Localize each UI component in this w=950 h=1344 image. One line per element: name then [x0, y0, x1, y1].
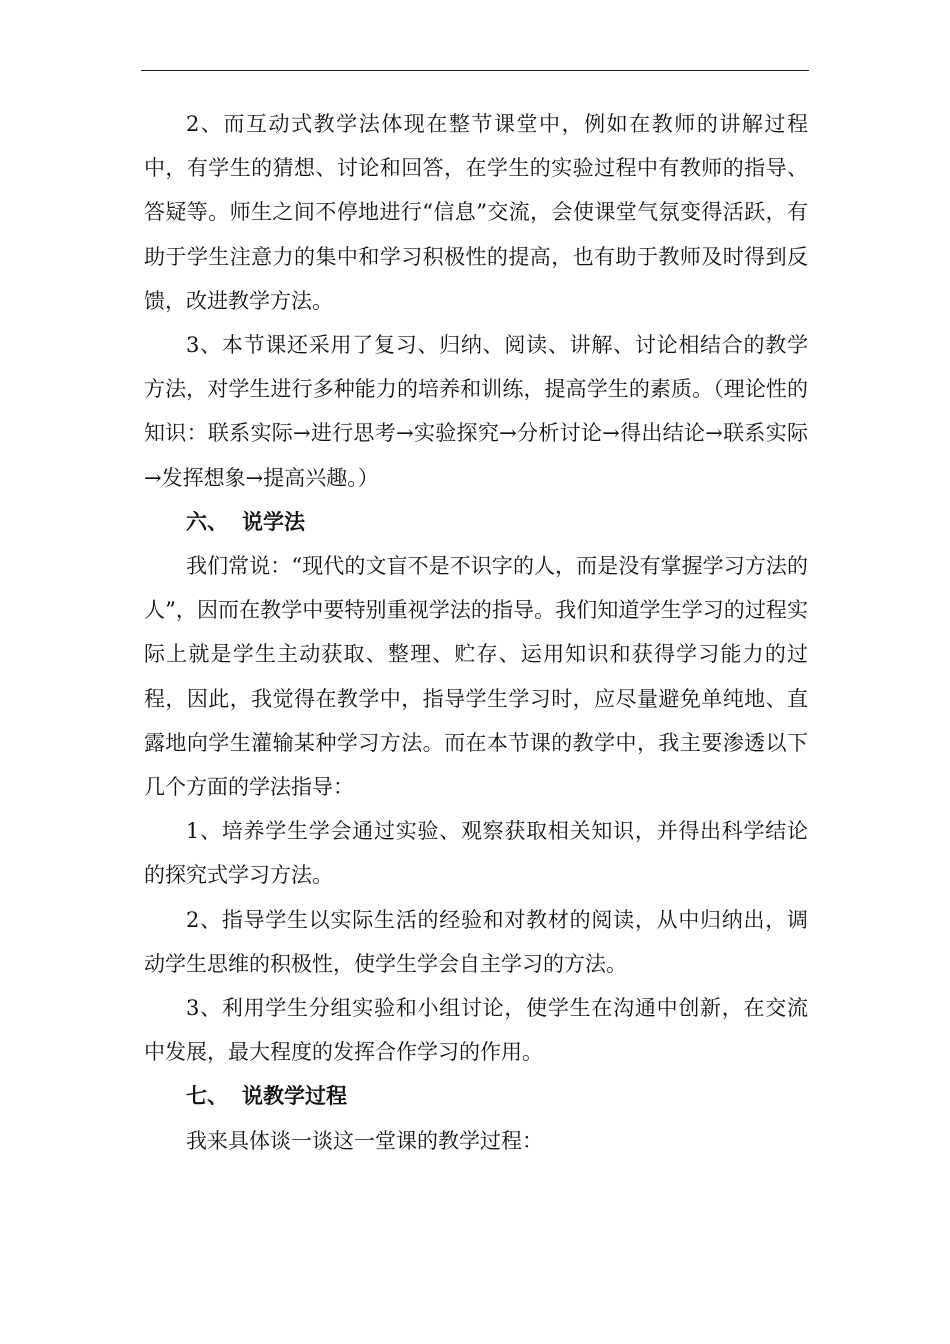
- section-title: 说教学过程: [242, 1083, 347, 1109]
- paragraph-interactive-teaching: 2、而互动式教学法体现在整节课堂中，例如在教师的讲解过程中，有学生的猜想、讨论和回答，在学生的实验过程中有教师的指导、答疑等。师生之间不停地进行“信息”交流，会使课堂气氛变得活跃，有助于学生注意力的集中和学习积极性的提高，也有助于教师及时得到反馈，改进教学方法。: [144, 112, 808, 313]
- paragraph-method-2: 2、指导学生以实际生活的经验和对教材的阅读，从中归纳出，调动学生思维的积极性，使学生学会自主学习的方法。: [144, 907, 808, 976]
- paragraph-method-1: 1、培养学生学会通过实验、观察获取相关知识，并得出科学结论的探究式学习方法。: [144, 819, 808, 888]
- section-heading-learning-methods: [144, 500, 808, 544]
- section-number: 七、: [186, 1083, 228, 1109]
- section-title: 说学法: [242, 508, 305, 534]
- document-body: [144, 102, 808, 1163]
- paragraph-method-3: 3、利用学生分组实验和小组讨论，使学生在沟通中创新，在交流中发展，最大程度的发挥合作学习的作用。: [144, 996, 808, 1065]
- section-number: 六、: [186, 508, 228, 534]
- paragraph-combined-methods: 3、本节课还采用了复习、归纳、阅读、讲解、讨论相结合的教学方法，对学生进行多种能力的培养和训练，提高学生的素质。（理论性的知识：联系实际→进行思考→实验探究→分析讨论→得出结论→联系实际→发挥想象→提高兴趣。）: [144, 333, 808, 490]
- paragraph-learning-methods-intro: 我们常说：“现代的文盲不是不识字的人，而是没有掌握学习方法的人”，因而在教学中要特别重视学法的指导。我们知道学生学习的过程实际上就是学生主动获取、整理、贮存、运用知识和获得学习能力的过程，因此，我觉得在教学中，指导学生学习时，应尽量避免单纯地、直露地向学生灌输某种学习方法。而在本节课的教学中，我主要渗透以下几个方面的学法指导：: [144, 554, 808, 800]
- header-rule: [141, 70, 809, 71]
- paragraph-process-intro: 我来具体谈一谈这一堂课的教学过程：: [186, 1128, 543, 1153]
- section-heading-teaching-process: [144, 1074, 808, 1118]
